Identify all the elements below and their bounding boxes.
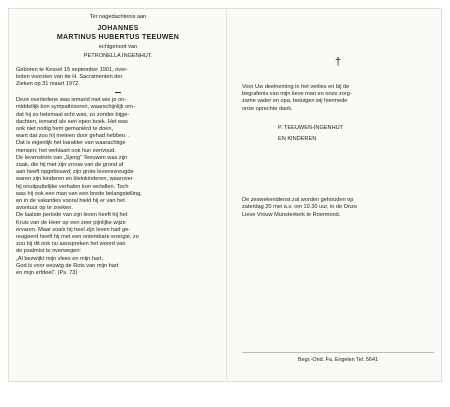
undertaker-footer: Begr.-Ond. Fa. Engelen Tel. 5641 xyxy=(298,357,378,363)
life-story-text: Deze overledene was iemand met wie je on- middellijk kon sympathiseren, waarschijnlijk om- dat hij zo helemaal echt was, zo zonder bijge- dachten, iemand als een open boek. Het was ook niet nodig hem gemaniërd te doen, want dat zou hij meteen door gehad hebben. . Dat is eigenlijk het karakter van waarachtige mensen; het verklaart ook hun eenvoud. De levenstrots van „Sjeng” Teeuwen was zijn zaak, die hij met zijn vrouw van de grond af aan heeft opgebouwd; zijn grote levensvreugde waren zijn kinderen en kleinkinderen, waarover hij onuitputtelijke verhalen kon vertellen. Toch was hij ook een man van een brede belangstelling, en in de vakanties vooral hield hij er van het avontuur op te zoeken. De laatste periode van zijn leven heeft hij het Kruis van de Heer op een zeer pijnlijke wijze ervaren. Maar zoals hij heel zijn leven had ge- reageerd heeft hij met een ontembare energie, zo zou hij dit ook nu aanspreken het woord van de psalmist te overwegen: „Al bezwijkt mijn vlees en mijn hart, God is voor eeuwig de Rots van mijn hart en mijn erfdeel”. (Ps. 73) xyxy=(16,97,142,277)
name-line-1: JOHANNES xyxy=(97,25,139,33)
spouse-name: PETRONELLA INGENHUT. xyxy=(83,53,153,60)
card-fold xyxy=(226,8,227,380)
name-line-2: MARTINUS HUBERTUS TEEUWEN xyxy=(56,34,180,42)
spouse-label: echtgenoot van xyxy=(98,44,138,51)
divider-dash xyxy=(115,92,121,93)
thanks-text: Voor Uw deelneming in het verlies en bij de begrafenis van mijn lieve man en onze zorg- zame vader en opa, betuigen wij hiermede onze oprechte dank. xyxy=(242,84,352,112)
left-panel xyxy=(16,14,220,277)
footer-divider xyxy=(242,352,434,353)
cross-icon: † xyxy=(334,56,342,68)
signature-line-2: EN KINDEREN xyxy=(278,136,317,143)
birth-text: Geboren te Kessel 15 september 1901, over- leden voorzien van de H. Sacramenten der Zieken op 31 maart 1972. xyxy=(16,66,128,88)
memorial-mass-text: De zeswekendienst zal worden gehouden op zaterdag 20 mei a.s. om 19.30 uur, in de Onze Lieve Vrouw Munsterkerk te Roermond. xyxy=(242,197,358,218)
intro-text: Ter nagedachtenis aan xyxy=(89,14,147,20)
right-panel xyxy=(242,14,434,219)
signature-line-1: P. TEEUWEN-INGENHUT xyxy=(278,124,344,131)
